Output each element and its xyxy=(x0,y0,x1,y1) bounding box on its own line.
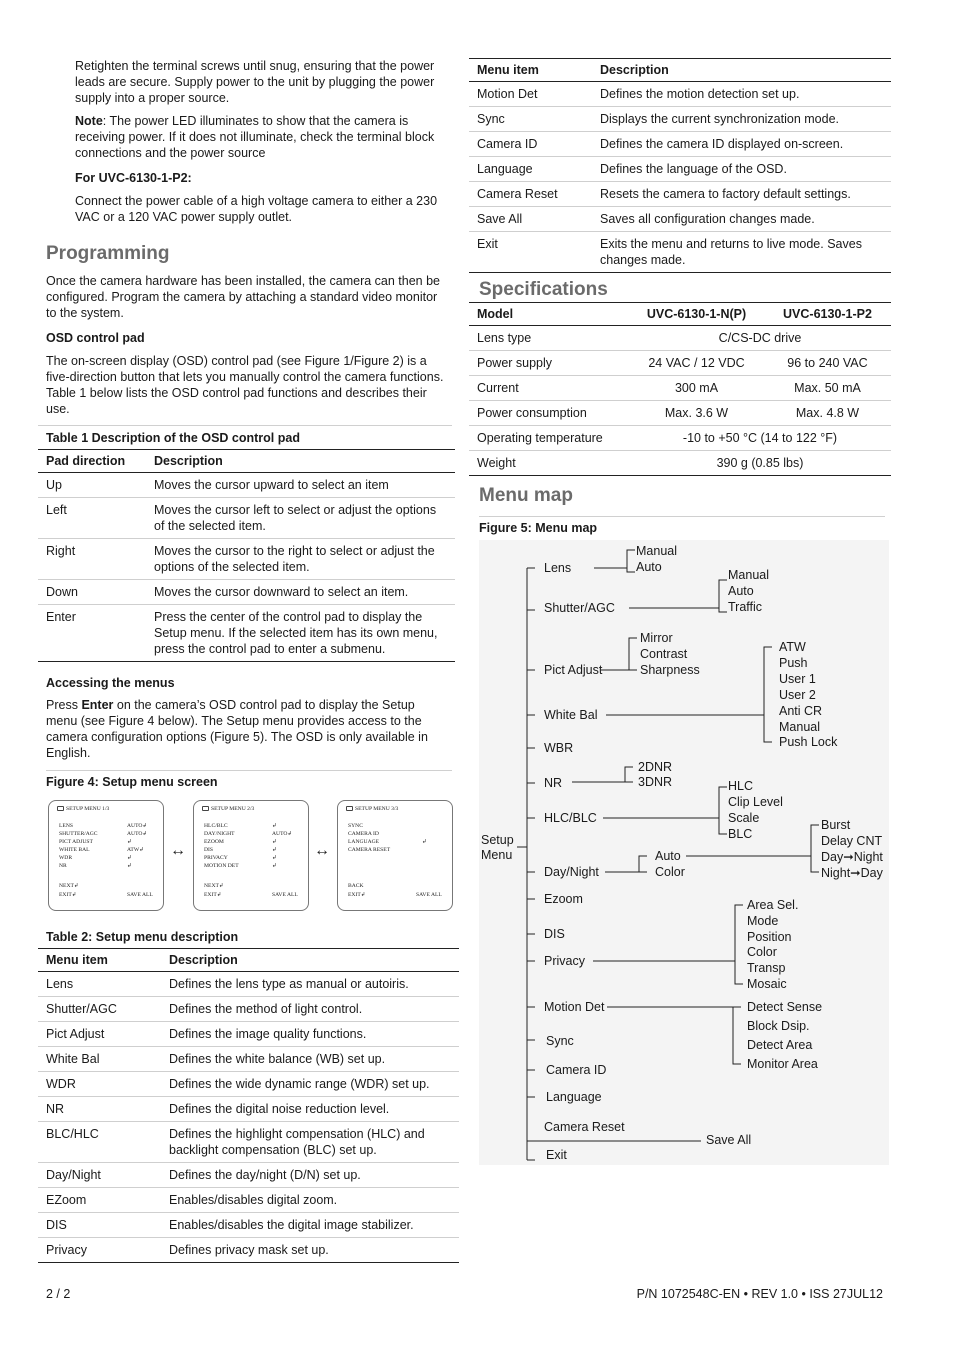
wb-option: Push xyxy=(779,656,808,670)
wb-option: Push Lock xyxy=(779,735,838,749)
dn-option: Auto xyxy=(655,849,681,863)
table-row xyxy=(38,1097,459,1122)
screen-row xyxy=(59,831,148,837)
menu-map-diagram xyxy=(479,540,889,1165)
table2-cell: Enables/disables the digital image stabilizer. xyxy=(161,1213,459,1238)
privacy-option: Area Sel. xyxy=(747,898,799,912)
table2-cell: Defines the white balance (WB) set up. xyxy=(161,1047,459,1072)
table2-cell: Pict Adjust xyxy=(38,1022,161,1047)
table-row xyxy=(38,1072,459,1097)
wb-option: ATW xyxy=(779,640,806,654)
specs-value: 300 mA xyxy=(629,376,764,401)
table2-cell: Enables/disables digital zoom. xyxy=(161,1188,459,1213)
screen-row xyxy=(204,831,293,837)
menu-item-save-all: Save All xyxy=(706,1133,752,1147)
screen-label: PRIVACY xyxy=(204,855,228,861)
table-row xyxy=(469,351,891,376)
screen-row xyxy=(59,839,132,845)
table-row xyxy=(469,376,891,401)
table-row xyxy=(38,498,455,539)
table-row xyxy=(38,1188,459,1213)
screen-exit: EXIT↲ xyxy=(348,892,366,898)
screen-header-text: SETUP MENU 2/3 xyxy=(211,806,255,812)
table-row xyxy=(38,1163,459,1188)
dn-auto-option: Day➞Night xyxy=(821,850,883,864)
screen-row xyxy=(348,823,363,829)
wb-option: Manual xyxy=(779,720,820,734)
privacy-option: Color xyxy=(747,945,777,959)
hlc-option: Clip Level xyxy=(728,795,783,809)
menu-item-hlc-blc: HLC/BLC xyxy=(544,811,597,825)
shutter-option: Auto xyxy=(728,584,754,598)
table2b-cell: Exits the menu and returns to live mode. Saves changes made. xyxy=(592,232,891,273)
table1-cell: Left xyxy=(38,498,146,539)
screen-value: ↲ xyxy=(272,847,277,853)
table1-caption: Table 1 Description of the OSD control pad xyxy=(46,431,300,445)
table2 xyxy=(38,948,459,1263)
screen-header xyxy=(57,806,109,812)
table2-continued xyxy=(469,58,891,273)
screen-value: ↲ xyxy=(127,855,132,861)
dn-auto-option: Night➞Day xyxy=(821,866,883,880)
screen-value: ↲ xyxy=(422,839,427,845)
table2-cell: EZoom xyxy=(38,1188,161,1213)
screen-header xyxy=(202,806,254,812)
specs-header-p2: UVC-6130-1-P2 xyxy=(764,303,891,326)
accessing-heading: Accessing the menus xyxy=(46,676,175,690)
screen-row xyxy=(59,847,144,853)
table1-cell: Enter xyxy=(38,605,146,662)
wb-option: Anti CR xyxy=(779,704,823,718)
wb-option: User 1 xyxy=(779,672,816,686)
dn-auto-option: Delay CNT xyxy=(821,834,883,848)
accessing-pre: Press xyxy=(46,698,82,712)
part-number: P/N 1072548C-EN • REV 1.0 • ISS 27JUL12 xyxy=(636,1287,883,1301)
nr-option: 2DNR xyxy=(638,760,673,774)
table2b-cell: Camera Reset xyxy=(469,182,592,207)
pict-option: Mirror xyxy=(640,631,673,645)
menu-item-motion-det: Motion Det xyxy=(544,1000,605,1014)
camera-icon xyxy=(202,806,209,811)
menu-item-dis: DIS xyxy=(544,927,565,941)
table1-cell: Down xyxy=(38,580,146,605)
screen-row xyxy=(59,863,132,869)
table2b-cell: Save All xyxy=(469,207,592,232)
table2b-cell: Saves all configuration changes made. xyxy=(592,207,891,232)
table-row xyxy=(469,426,891,451)
accessing-enter: Enter xyxy=(81,698,114,712)
screen-value: ATW↲ xyxy=(127,847,144,853)
screen-label: WHITE BAL xyxy=(59,847,90,853)
specs-label: Power consumption xyxy=(469,401,629,426)
programming-paragraph: Once the camera hardware has been installed, the camera can then be configured. Program the camera by attaching a standard video monitor to the system. xyxy=(46,274,440,320)
uvc-paragraph: Connect the power cable of a high voltage camera to either a 230 VAC or a 120 VAC power supply outlet. xyxy=(75,194,438,224)
table1-cell: Moves the cursor upward to select an item xyxy=(146,473,455,498)
hlc-option: HLC xyxy=(728,779,754,793)
page-number: 2 / 2 xyxy=(46,1287,71,1301)
screen-row xyxy=(204,839,277,845)
menu-item-language: Language xyxy=(546,1090,602,1104)
accessing-post: on the camera’s OSD control pad to display the Setup menu (see Figure 4 below). The Setup menu provides access to the camera configuration options (Figure 5). The OSD is only available in English. xyxy=(46,698,428,760)
table-row xyxy=(38,972,459,997)
table-row xyxy=(469,182,891,207)
screen-row xyxy=(204,855,277,861)
screen-value: AUTO↲ xyxy=(272,831,293,837)
pict-option: Sharpness xyxy=(640,663,700,677)
screen-label: SHUTTER/AGC xyxy=(59,831,98,837)
specs-header-model: Model xyxy=(469,303,629,326)
table-row xyxy=(469,451,891,476)
menu-item-camera-id: Camera ID xyxy=(546,1063,607,1077)
screen-value: ↲ xyxy=(272,839,277,845)
screen-value: AUTO↲ xyxy=(127,831,148,837)
hlc-option: Scale xyxy=(728,811,760,825)
screen-header-text: SETUP MENU 1/3 xyxy=(66,806,110,812)
table2-cell: NR xyxy=(38,1097,161,1122)
setup-screen-3 xyxy=(337,800,453,911)
privacy-option: Position xyxy=(747,930,792,944)
programming-title: Programming xyxy=(46,243,170,264)
shutter-option: Traffic xyxy=(728,600,763,614)
screen-label: CAMERA ID xyxy=(348,831,379,837)
menu-map-title: Menu map xyxy=(479,485,573,506)
table1 xyxy=(38,449,455,662)
table2-header-item: Menu item xyxy=(38,949,161,972)
figure4-divider xyxy=(46,770,452,771)
table2-cell: Defines the highlight compensation (HLC) and backlight compensation (BLC) set up. xyxy=(161,1122,459,1163)
menu-item-exit: Exit xyxy=(546,1148,567,1162)
table1-header-pad: Pad direction xyxy=(38,450,146,473)
screen-value: ↲ xyxy=(272,863,277,869)
screen-row xyxy=(204,847,277,853)
privacy-option: Transp xyxy=(747,961,786,975)
table2b-cell: Motion Det xyxy=(469,82,592,107)
table-row xyxy=(38,1047,459,1072)
screen-save-all: SAVE ALL xyxy=(127,892,153,898)
table2-cell: WDR xyxy=(38,1072,161,1097)
screen-label: LANGUAGE xyxy=(348,839,380,845)
table1-cell: Up xyxy=(38,473,146,498)
screen-label: PICT ADJUST xyxy=(59,839,93,845)
menu-item-ezoom: Ezoom xyxy=(544,892,583,906)
screen-exit: EXIT↲ xyxy=(59,892,77,898)
table-row xyxy=(469,82,891,107)
table2b-cell: Language xyxy=(469,157,592,182)
screen-label: NR xyxy=(59,863,67,869)
figure5-caption: Figure 5: Menu map xyxy=(479,521,598,535)
table2-cell: Defines the day/night (D/N) set up. xyxy=(161,1163,459,1188)
menu-item-shutter-agc: Shutter/AGC xyxy=(544,601,615,615)
camera-icon xyxy=(346,806,353,811)
specifications-table xyxy=(469,302,891,476)
double-arrow-icon: ↔ xyxy=(170,842,186,859)
table-row xyxy=(38,1238,459,1263)
menu-item-sync: Sync xyxy=(546,1034,574,1048)
screen-label: SYNC xyxy=(348,823,363,829)
table-row xyxy=(38,473,455,498)
osd-paragraph: The on-screen display (OSD) control pad (see Figure 1/Figure 2) is a five-direction button that lets you manually control the camera functions. Table 1 below lists the OSD control pad functions and describes their use. xyxy=(46,354,444,416)
table-row xyxy=(469,326,891,351)
screen-row xyxy=(204,863,277,869)
privacy-option: Mosaic xyxy=(747,977,787,991)
table-row xyxy=(469,232,891,273)
table2b-cell: Resets the camera to factory default settings. xyxy=(592,182,891,207)
table2-cell: Defines the method of light control. xyxy=(161,997,459,1022)
table1-header-desc: Description xyxy=(146,450,455,473)
table2b-cell: Exit xyxy=(469,232,592,273)
privacy-option: Mode xyxy=(747,914,779,928)
table2-cell: Defines the lens type as manual or autoiris. xyxy=(161,972,459,997)
screen-value: AUTO↲ xyxy=(127,823,148,829)
table2b-cell: Camera ID xyxy=(469,132,592,157)
setup-screen-2 xyxy=(193,800,309,911)
specs-label: Operating temperature xyxy=(469,426,629,451)
menu-map-divider xyxy=(479,516,885,517)
hlc-option: BLC xyxy=(728,827,753,841)
table2-header-desc: Description xyxy=(161,949,459,972)
motion-option: Detect Sense xyxy=(747,1000,823,1014)
table2b-cell: Sync xyxy=(469,107,592,132)
table2-cell: Defines privacy mask set up. xyxy=(161,1238,459,1263)
specs-value: Max. 3.6 W xyxy=(629,401,764,426)
note-text: : The power LED illuminates to show that the camera is receiving power. If it does not illuminate, check the terminal block connections and the power source xyxy=(75,114,435,160)
screen-label: EZOOM xyxy=(204,839,224,845)
screen-exit: EXIT↲ xyxy=(204,892,222,898)
screen-save-all: SAVE ALL xyxy=(416,892,442,898)
specifications-title: Specifications xyxy=(479,279,608,300)
table-row xyxy=(38,1022,459,1047)
double-arrow-icon: ↔ xyxy=(314,842,330,859)
screen-save-all: SAVE ALL xyxy=(272,892,298,898)
table1-cell: Press the center of the control pad to display the Setup menu. If the selected item has its own menu, press the control pad to enter a submenu. xyxy=(146,605,455,662)
table2-caption: Table 2: Setup menu description xyxy=(46,930,239,944)
menu-item-nr: NR xyxy=(544,776,563,790)
menu-item-privacy: Privacy xyxy=(544,954,585,968)
table1-cell: Moves the cursor to the right to select or adjust the options of the selected item. xyxy=(146,539,455,580)
screen-row xyxy=(59,855,132,861)
screen-header xyxy=(346,806,398,812)
menu-map-root-line1: Setup xyxy=(481,833,514,847)
motion-option: Block Dsip. xyxy=(747,1019,810,1033)
specs-value: 390 g (0.85 lbs) xyxy=(629,451,891,476)
table1-divider xyxy=(38,425,452,426)
intro-paragraph: Retighten the terminal screws until snug, ensuring that the power leads are secure. Supply power to the unit by plugging the power supply into a proper source. xyxy=(75,59,435,105)
table2-cell: Privacy xyxy=(38,1238,161,1263)
dn-auto-option: Burst xyxy=(821,818,851,832)
table1-cell: Moves the cursor left to select or adjust the options of the selected item. xyxy=(146,498,455,539)
screen-value: ↲ xyxy=(272,855,277,861)
screen-row xyxy=(348,839,427,845)
menu-item-pict-adjust: Pict Adjust xyxy=(544,663,603,677)
note-label: Note xyxy=(75,114,103,128)
table-row xyxy=(469,207,891,232)
accessing-paragraph xyxy=(46,697,446,761)
table2-cell: Defines the digital noise reduction level. xyxy=(161,1097,459,1122)
table-row xyxy=(38,1213,459,1238)
specs-value: 24 VAC / 12 VDC xyxy=(629,351,764,376)
specs-value: Max. 4.8 W xyxy=(764,401,891,426)
table2-cell: BLC/HLC xyxy=(38,1122,161,1163)
table-row xyxy=(38,580,455,605)
table2b-header-item: Menu item xyxy=(469,59,592,82)
table2b-header-desc: Description xyxy=(592,59,891,82)
specs-label: Power supply xyxy=(469,351,629,376)
table-row xyxy=(38,1122,459,1163)
specs-value: 96 to 240 VAC xyxy=(764,351,891,376)
table-row xyxy=(38,997,459,1022)
lens-option: Manual xyxy=(636,544,677,558)
menu-map-root-line2: Menu xyxy=(481,848,513,862)
table-row xyxy=(469,401,891,426)
nr-option: 3DNR xyxy=(638,775,673,789)
wb-option: User 2 xyxy=(779,688,816,702)
menu-item-white-bal: White Bal xyxy=(544,708,598,722)
screen-back: BACK xyxy=(348,883,364,889)
screen-label: LENS xyxy=(59,823,73,829)
camera-icon xyxy=(57,806,64,811)
specs-label: Current xyxy=(469,376,629,401)
specs-label: Lens type xyxy=(469,326,629,351)
table2b-cell: Defines the motion detection set up. xyxy=(592,82,891,107)
screen-row xyxy=(348,831,379,837)
table-row xyxy=(469,132,891,157)
table2-cell: Defines the image quality functions. xyxy=(161,1022,459,1047)
lens-option: Auto xyxy=(636,560,662,574)
table-row xyxy=(469,157,891,182)
screen-label: WDR xyxy=(59,855,73,861)
screen-next: NEXT↲ xyxy=(204,883,224,889)
menu-item-camera-reset: Camera Reset xyxy=(544,1120,625,1134)
menu-item-wbr: WBR xyxy=(544,741,574,755)
pict-option: Contrast xyxy=(640,647,688,661)
screen-row xyxy=(59,823,148,829)
shutter-option: Manual xyxy=(728,568,769,582)
figure4-caption: Figure 4: Setup menu screen xyxy=(46,775,218,789)
menu-item-day-night: Day/Night xyxy=(544,865,599,879)
table2-cell: Defines the wide dynamic range (WDR) set up. xyxy=(161,1072,459,1097)
menu-item-lens: Lens xyxy=(544,561,572,575)
specs-label: Weight xyxy=(469,451,629,476)
table2b-cell: Defines the camera ID displayed on-screen. xyxy=(592,132,891,157)
uvc-heading: For UVC-6130-1-P2: xyxy=(75,171,192,185)
table1-cell: Right xyxy=(38,539,146,580)
table2-cell: Shutter/AGC xyxy=(38,997,161,1022)
table2-cell: DIS xyxy=(38,1213,161,1238)
setup-screen-1 xyxy=(48,800,164,911)
screen-row xyxy=(204,823,277,829)
table2b-cell: Defines the language of the OSD. xyxy=(592,157,891,182)
screen-value: ↲ xyxy=(127,839,132,845)
specs-value: -10 to +50 °C (14 to 122 °F) xyxy=(629,426,891,451)
screen-label: CAMERA RESET xyxy=(348,847,391,853)
screen-value: ↲ xyxy=(272,823,277,829)
dn-option: Color xyxy=(655,865,685,879)
table2-cell: Lens xyxy=(38,972,161,997)
table-row xyxy=(469,107,891,132)
table-row xyxy=(38,539,455,580)
screen-label: HLC/BLC xyxy=(204,823,228,829)
specs-header-np: UVC-6130-1-N(P) xyxy=(629,303,764,326)
table2b-cell: Displays the current synchronization mode. xyxy=(592,107,891,132)
motion-option: Detect Area xyxy=(747,1038,813,1052)
note-paragraph xyxy=(75,113,450,161)
screen-header-text: SETUP MENU 3/3 xyxy=(355,806,399,812)
screen-label: DIS xyxy=(204,847,214,853)
screen-label: DAY/NIGHT xyxy=(204,831,235,837)
table2-cell: White Bal xyxy=(38,1047,161,1072)
screen-value: ↲ xyxy=(127,863,132,869)
screen-row xyxy=(348,847,390,853)
screen-next: NEXT↲ xyxy=(59,883,79,889)
motion-option: Monitor Area xyxy=(747,1057,818,1071)
table1-cell: Moves the cursor downward to select an item. xyxy=(146,580,455,605)
table2-cell: Day/Night xyxy=(38,1163,161,1188)
osd-heading: OSD control pad xyxy=(46,331,145,345)
menu-map-root xyxy=(481,833,514,863)
specs-value: C/CS-DC drive xyxy=(629,326,891,351)
table-row xyxy=(38,605,455,662)
screen-label: MOTION DET xyxy=(204,863,239,869)
specs-value: Max. 50 mA xyxy=(764,376,891,401)
